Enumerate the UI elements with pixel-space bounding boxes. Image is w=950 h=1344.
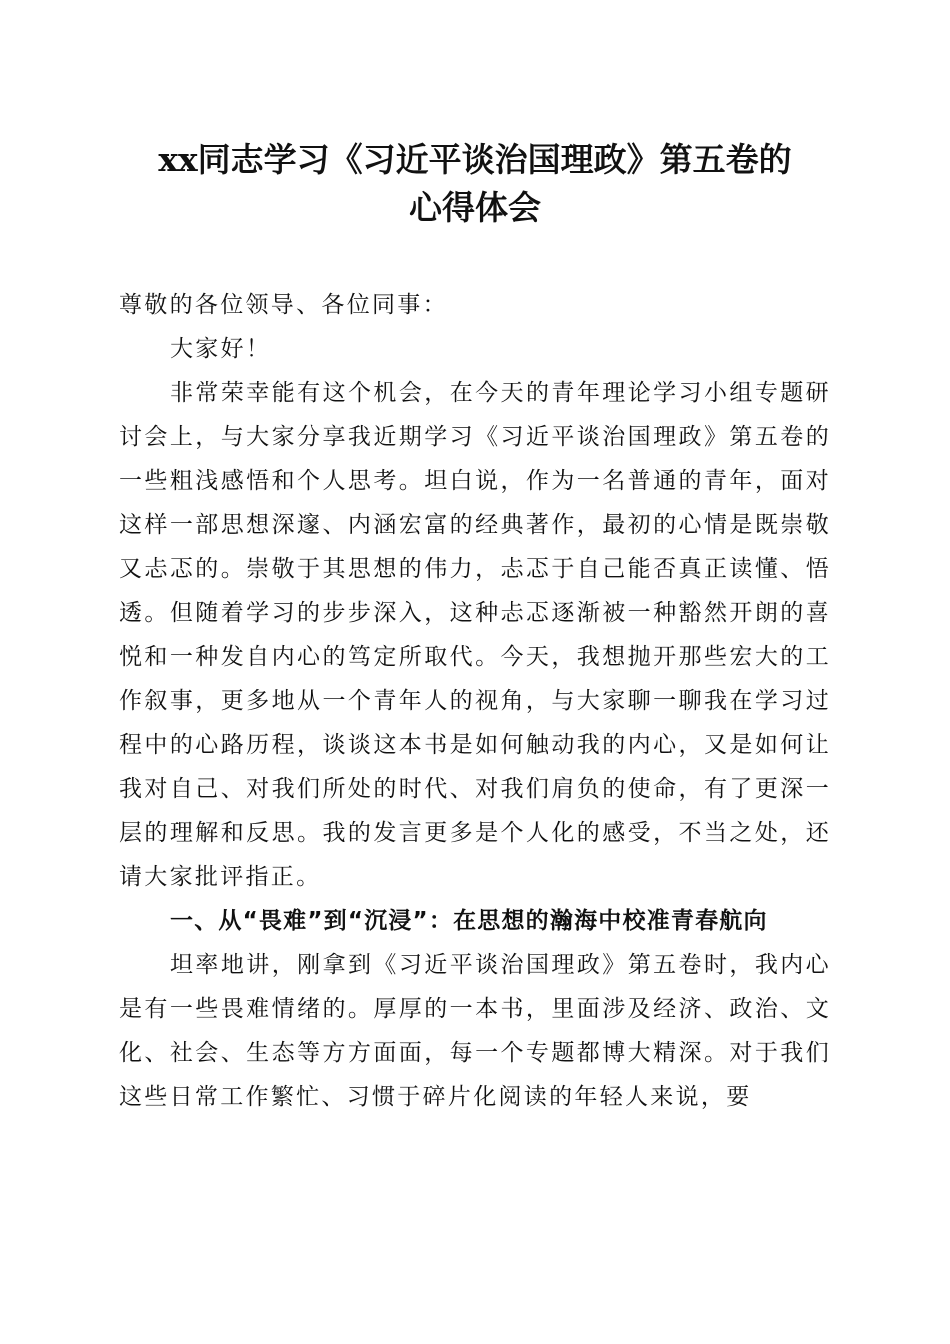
greeting: 大家好！ (170, 336, 272, 362)
section-heading-1: 一、从“畏难”到“沉浸”：在思想的瀚海中校准青春航向 (170, 908, 768, 934)
section-1-paragraph: 坦率地讲，刚拿到《习近平谈治国理政》第五卷时，我内心是有一些畏难情绪的。厚厚的一本书，里面涉及经济、政治、文化、社会、生态等方方面面，每一个专题都博大精深。对于我们这些日常工作繁忙、习惯于碎片化阅读的年轻人来说，要 (119, 952, 831, 1110)
title-line-2: 心得体会 (409, 188, 541, 227)
document-title (95, 136, 855, 232)
title-line-1: xx同志学习《习近平谈治国理政》第五卷的 (158, 140, 792, 179)
salutation: 尊敬的各位领导、各位同事： (119, 292, 448, 318)
intro-paragraph: 非常荣幸能有这个机会，在今天的青年理论学习小组专题研讨会上，与大家分享我近期学习《习近平谈治国理政》第五卷的一些粗浅感悟和个人思考。坦白说，作为一名普通的青年，面对这样一部思想深邃、内涵宏富的经典著作，最初的心情是既崇敬又忐忑的。崇敬于其思想的伟力，忐忑于自己能否真正读懂、悟透。但随着学习的步步深入，这种忐忑逐渐被一种豁然开朗的喜悦和一种发自内心的笃定所取代。今天，我想抛开那些宏大的工作叙事，更多地从一个青年人的视角，与大家聊一聊我在学习过程中的心路历程，谈谈这本书是如何触动我的内心，又是如何让我对自己、对我们所处的时代、对我们肩负的使命，有了更深一层的理解和反思。我的发言更多是个人化的感受，不当之处，还请大家批评指正。 (119, 380, 831, 890)
document-body (119, 283, 831, 1119)
